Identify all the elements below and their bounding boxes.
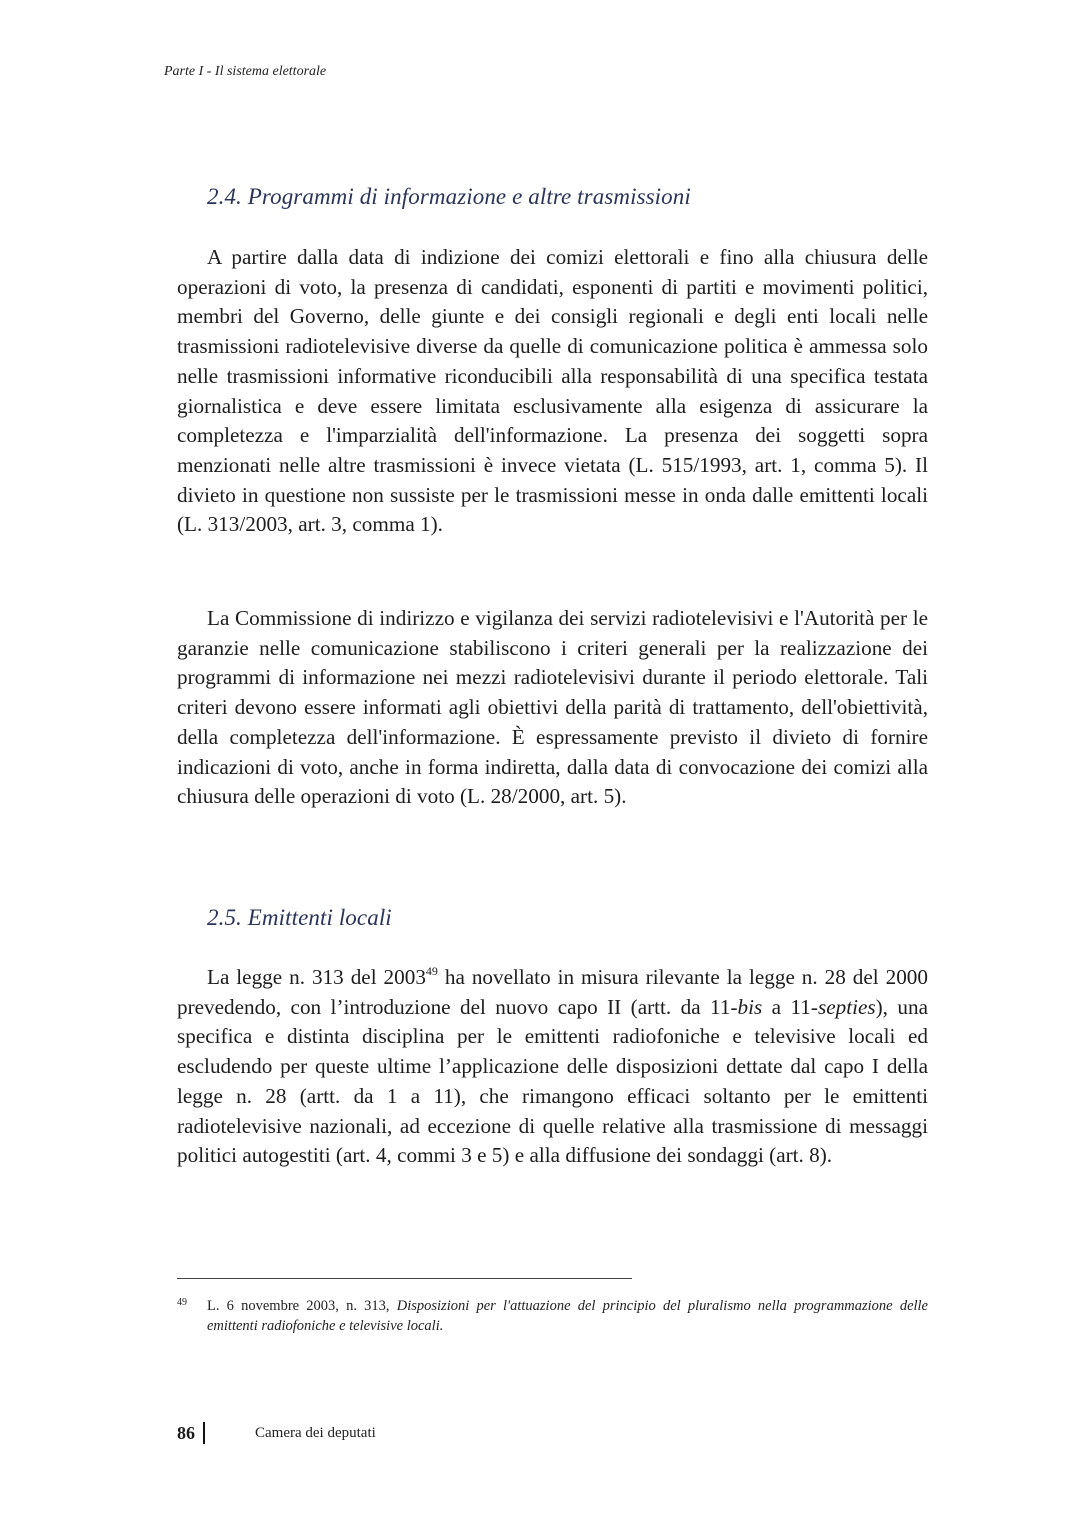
section-heading-2-5: 2.5. Emittenti locali [207, 905, 392, 930]
paragraph-2-4-2: La Commissione di indirizzo e vigilanza dei servizi radiotelevisivi e l'Autorità per le garanzie nelle comunicazione stabiliscono i criteri generali per la realizzazione dei programmi di informazione nei mezzi radiotelevisivi durante il periodo elettorale. Tali criteri devono essere informati agli obiettivi della parità di trattamento, dell'obiettività, della completezza dell'informazione. È espressamente previsto il divieto di fornire indicazioni di voto, anche in forma indiretta, dalla data di convocazione dei comizi alla chiusura delle operazioni di voto (L. 28/2000, art. 5). [177, 606, 928, 809]
text-run: a 11- [762, 994, 818, 1019]
footer-divider [203, 1422, 205, 1444]
footnote-text [177, 1296, 928, 1336]
text-run: La legge n. 313 del 2003 [207, 965, 426, 989]
text-run: ha novellato in misura rilevante la legge n. 28 del 2000 prevedendo, con l’introduzione del nuovo capo II (artt. da 11- [177, 965, 928, 1019]
paragraph-2-4-1: A partire dalla data di indizione dei comizi elettorali e fino alla chiusura delle operazioni di voto, la presenza di candidati, esponenti di partiti e movimenti politici, membri del Governo, delle giunte e dei consigli regionali e degli enti locali nelle trasmissioni radiotelevisive diverse da quelle di comunicazione politica è ammessa solo nelle trasmissioni informative riconducibili alla responsabilità di una specifica testata giornalistica e deve essere limitata esclusivamente alla esigenza di assicurare la completezza e l'imparzialità dell'informazione. La presenza dei soggetti sopra menzionati nelle altre trasmissioni è invece vietata (L. 515/1993, art. 1, comma 5). Il divieto in questione non sussiste per le trasmissioni messe in onda dalle emittenti locali (L. 313/2003, art. 3, comma 1). [177, 245, 928, 537]
footnote-italic-title: Disposizioni per l'attuazione del principio del pluralismo nella programmazione delle emittenti radiofoniche e televisive locali. [207, 1298, 928, 1334]
publisher-name: Camera dei deputati [255, 1424, 376, 1441]
footnote-reference[interactable]: 49 [425, 964, 438, 978]
footnote-separator [177, 1278, 632, 1279]
page-footer [177, 1422, 376, 1444]
footnote [177, 1296, 928, 1336]
paragraph-2-5-1 [177, 963, 928, 1171]
page-number: 86 [177, 1422, 195, 1443]
section-heading-2-4: 2.4. Programmi di informazione e altre trasmissioni [207, 184, 691, 209]
footnote-plain: L. 6 novembre 2003, n. 313, [207, 1298, 397, 1314]
italic-text: septies [817, 994, 876, 1019]
text-run: ), una specifica e distinta disciplina per le emittenti radiofoniche e televisive locali ed escludendo per queste ultime l’applicazione delle disposizioni dettate dal capo I della legge n. 28 (artt. da 1 a 11), che rimangono efficaci soltanto per le emittenti radiotelevisive nazionali, ad eccezione di quelle relative alla trasmissione di messaggi politici autogestiti (art. 4, commi 3 e 5) e alla diffusione dei sondaggi (art. 8). [177, 994, 928, 1168]
running-head: Parte I - Il sistema elettorale [164, 64, 327, 79]
footnote-number: 49 [177, 1297, 187, 1308]
italic-text: bis [737, 994, 763, 1019]
